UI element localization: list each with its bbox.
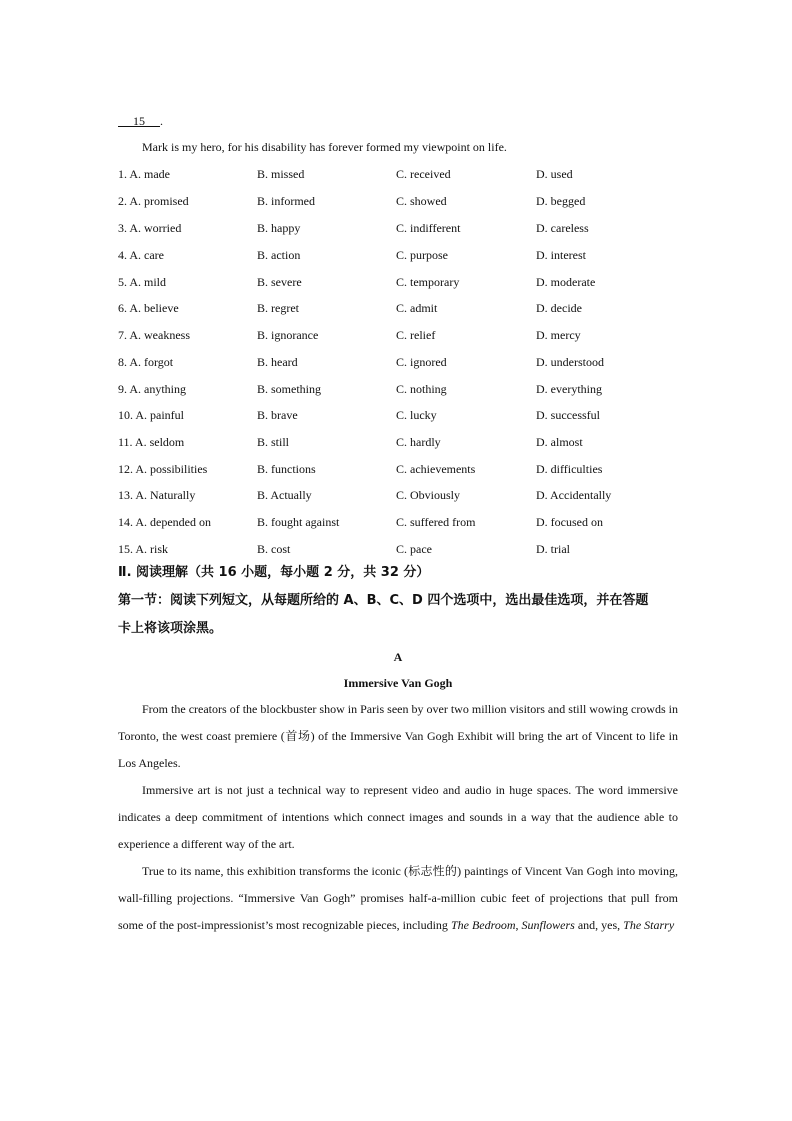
closing-sentence: Mark is my hero, for his disability has forever formed my viewpoint on life.: [142, 140, 507, 154]
option-a: 1. A. made: [118, 167, 170, 181]
option-a: 13. A. Naturally: [118, 488, 196, 502]
option-d: D. trial: [536, 542, 570, 556]
option-a: 8. A. forgot: [118, 355, 174, 369]
option-b: B. severe: [257, 275, 302, 289]
option-b: B. ignorance: [257, 328, 319, 342]
option-c: C. Obviously: [396, 488, 461, 502]
passage-title: Immersive Van Gogh: [343, 676, 453, 690]
option-row: [118, 408, 678, 422]
option-a: 9. A. anything: [118, 382, 187, 396]
option-a: 3. A. worried: [118, 221, 182, 235]
option-d: D. moderate: [536, 275, 596, 289]
option-c: C. achievements: [396, 462, 476, 476]
option-c: C. pace: [396, 542, 432, 556]
option-d: D. everything: [536, 382, 602, 396]
blank-line: 15 .: [118, 114, 163, 128]
option-d: D. successful: [536, 408, 600, 422]
option-row: [118, 301, 678, 315]
option-c: C. temporary: [396, 275, 460, 289]
option-c: C. received: [396, 167, 451, 181]
option-a: 4. A. care: [118, 248, 164, 262]
option-d: D. interest: [536, 248, 586, 262]
option-row: [118, 275, 678, 289]
option-row: [118, 488, 678, 502]
artwork-title: Sunflowers: [521, 918, 575, 932]
option-b: B. missed: [257, 167, 305, 181]
option-d: D. begged: [536, 194, 586, 208]
option-c: C. hardly: [396, 435, 441, 449]
option-row: [118, 194, 678, 208]
option-a: 5. A. mild: [118, 275, 167, 289]
option-c: C. admit: [396, 301, 438, 315]
passage-label: A: [393, 650, 403, 664]
option-b: B. still: [257, 435, 290, 449]
option-a: 14. A. depended on: [118, 515, 211, 529]
option-d: D. used: [536, 167, 573, 181]
section-instruction-line1: 第一节：阅读下列短文，从每题所给的 A、B、C、D 四个选项中，选出最佳选项，并在答题: [118, 593, 649, 608]
option-b: B. functions: [257, 462, 316, 476]
section-instruction-line2: 卡上将该项涂黑。: [118, 621, 223, 636]
artwork-title: The Bedroom: [450, 918, 516, 932]
option-a: 2. A. promised: [118, 194, 189, 208]
option-row: [118, 248, 678, 262]
answer-blank: 15: [133, 114, 145, 128]
option-d: D. difficulties: [536, 462, 603, 476]
option-c: C. ignored: [396, 355, 447, 369]
option-row: [118, 515, 678, 529]
option-a: 7. A. weakness: [118, 328, 190, 342]
option-row: [118, 328, 678, 342]
option-row: [118, 221, 678, 235]
option-d: D. careless: [536, 221, 589, 235]
option-b: B. informed: [257, 194, 315, 208]
section-heading: Ⅱ. 阅读理解（共 16 小题，每小题 2 分，共 32 分）: [118, 565, 430, 580]
option-d: D. focused on: [536, 515, 603, 529]
option-d: D. understood: [536, 355, 604, 369]
option-c: C. showed: [396, 194, 447, 208]
paragraph-3: True to its name, this exhibition transforms the iconic (标志性的) paintings of Vincent Van Gogh into moving, wall-filling projections. “Immersive Van Gogh” promises half-a-million cubic feet of projections that pull from some of the post-impressionist’s most recognizable pieces, including The Bedroom, Sunflowers and, yes, The Starry: [118, 864, 678, 932]
option-a: 10. A. painful: [118, 408, 184, 422]
option-b: B. regret: [257, 301, 299, 315]
option-b: B. brave: [257, 408, 298, 422]
option-row: [118, 542, 678, 556]
option-a: 11. A. seldom: [118, 435, 185, 449]
option-row: [118, 355, 678, 369]
option-c: C. nothing: [396, 382, 447, 396]
option-b: B. action: [257, 248, 301, 262]
option-a: 6. A. believe: [118, 301, 179, 315]
option-row: [118, 167, 678, 181]
option-b: B. Actually: [257, 488, 312, 502]
option-b: B. cost: [257, 542, 291, 556]
option-d: D. mercy: [536, 328, 581, 342]
option-b: B. fought against: [257, 515, 340, 529]
option-row: [118, 462, 678, 476]
artwork-title: The Starry: [623, 918, 675, 932]
option-c: C. indifferent: [396, 221, 461, 235]
option-c: C. relief: [396, 328, 436, 342]
option-d: D. decide: [536, 301, 582, 315]
option-c: C. suffered from: [396, 515, 476, 529]
option-b: B. something: [257, 382, 322, 396]
paragraph-2: Immersive art is not just a technical way to represent video and audio in huge spaces. The word immersive indicates a deep commitment of intentions which connect images and sounds in a way that the audience able to experience a different way of the art.: [118, 783, 678, 851]
option-row: [118, 382, 678, 396]
option-a: 12. A. possibilities: [118, 462, 208, 476]
option-b: B. heard: [257, 355, 298, 369]
paragraph-1: From the creators of the blockbuster show in Paris seen by over two million visitors and still wowing crowds in Toronto, the west coast premiere (首场) of the Immersive Van Gogh Exhibit will bring the art of Vincent to life in Los Angeles.: [118, 702, 678, 770]
option-c: C. lucky: [396, 408, 437, 422]
option-c: C. purpose: [396, 248, 448, 262]
option-row: [118, 435, 678, 449]
option-b: B. happy: [257, 221, 301, 235]
option-d: D. Accidentally: [536, 488, 612, 502]
option-d: D. almost: [536, 435, 583, 449]
passage-body: [118, 696, 678, 939]
option-a: 15. A. risk: [118, 542, 169, 556]
